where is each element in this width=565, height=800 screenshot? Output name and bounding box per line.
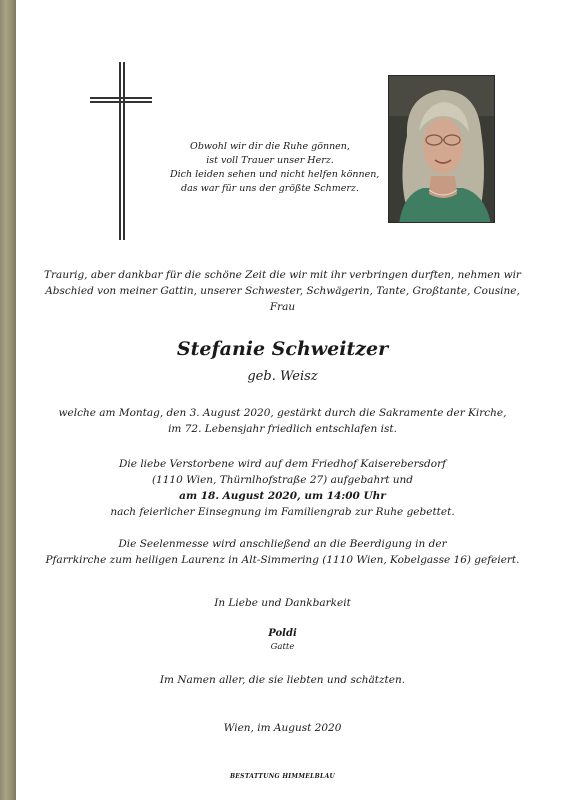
mass-line: Die Seelenmesse wird anschließend an die Beerdigung in der	[118, 538, 447, 550]
burial-line: Die liebe Verstorbene wird auf dem Friedhof Kaiserebersdorf	[119, 458, 446, 470]
burial-line: (1110 Wien, Thürnlhofstraße 27) aufgebahrt und	[151, 474, 414, 486]
death-line: im 72. Lebensjahr friedlich entschlafen ist.	[168, 423, 397, 435]
decorative-border	[0, 0, 16, 800]
poem	[170, 140, 380, 196]
poem-line: Obwohl wir dir die Ruhe gönnen,	[190, 141, 350, 152]
place-date: Wien, im August 2020	[223, 722, 342, 734]
poem-line: Dich leiden sehen und nicht helfen können,	[170, 169, 380, 180]
love-text: In Liebe und Dankbarkeit	[214, 597, 351, 609]
poem-line: ist voll Trauer unser Herz.	[206, 155, 334, 166]
cross-icon	[90, 62, 154, 242]
deceased-name: Stefanie Schweitzer	[176, 338, 389, 360]
burial-line: nach feierlicher Einsegnung im Familiengrab zur Ruhe gebettet.	[110, 506, 455, 518]
mass-notice	[30, 536, 535, 568]
burial-notice	[30, 456, 535, 520]
intro-text	[30, 267, 535, 315]
intro-line: Abschied von meiner Gattin, unserer Schwester, Schwägerin, Tante, Großtante, Cousine,	[45, 285, 520, 297]
burial-date: am 18. August 2020, um 14:00 Uhr	[179, 490, 386, 502]
mass-line: Pfarrkirche zum heiligen Laurenz in Alt-Simmering (1110 Wien, Kobelgasse 16) gefeiert.	[45, 554, 520, 566]
intro-line: Frau	[269, 301, 296, 313]
on-behalf-text: Im Namen aller, die sie liebten und schätzten.	[159, 674, 406, 686]
signer-relation: Gatte	[270, 642, 295, 652]
signer-name: Poldi	[268, 628, 297, 639]
intro-line: Traurig, aber dankbar für die schöne Zeit die wir mit ihr verbringen durften, nehmen wir	[44, 269, 521, 281]
death-line: welche am Montag, den 3. August 2020, gestärkt durch die Sakramente der Kirche,	[58, 407, 507, 419]
death-notice	[30, 405, 535, 437]
portrait-photo	[388, 75, 495, 223]
undertaker-name: BESTATTUNG HIMMELBLAU	[229, 773, 336, 780]
maiden-name: geb. Weisz	[247, 369, 318, 384]
poem-line: das war für uns der größte Schmerz.	[181, 183, 359, 194]
